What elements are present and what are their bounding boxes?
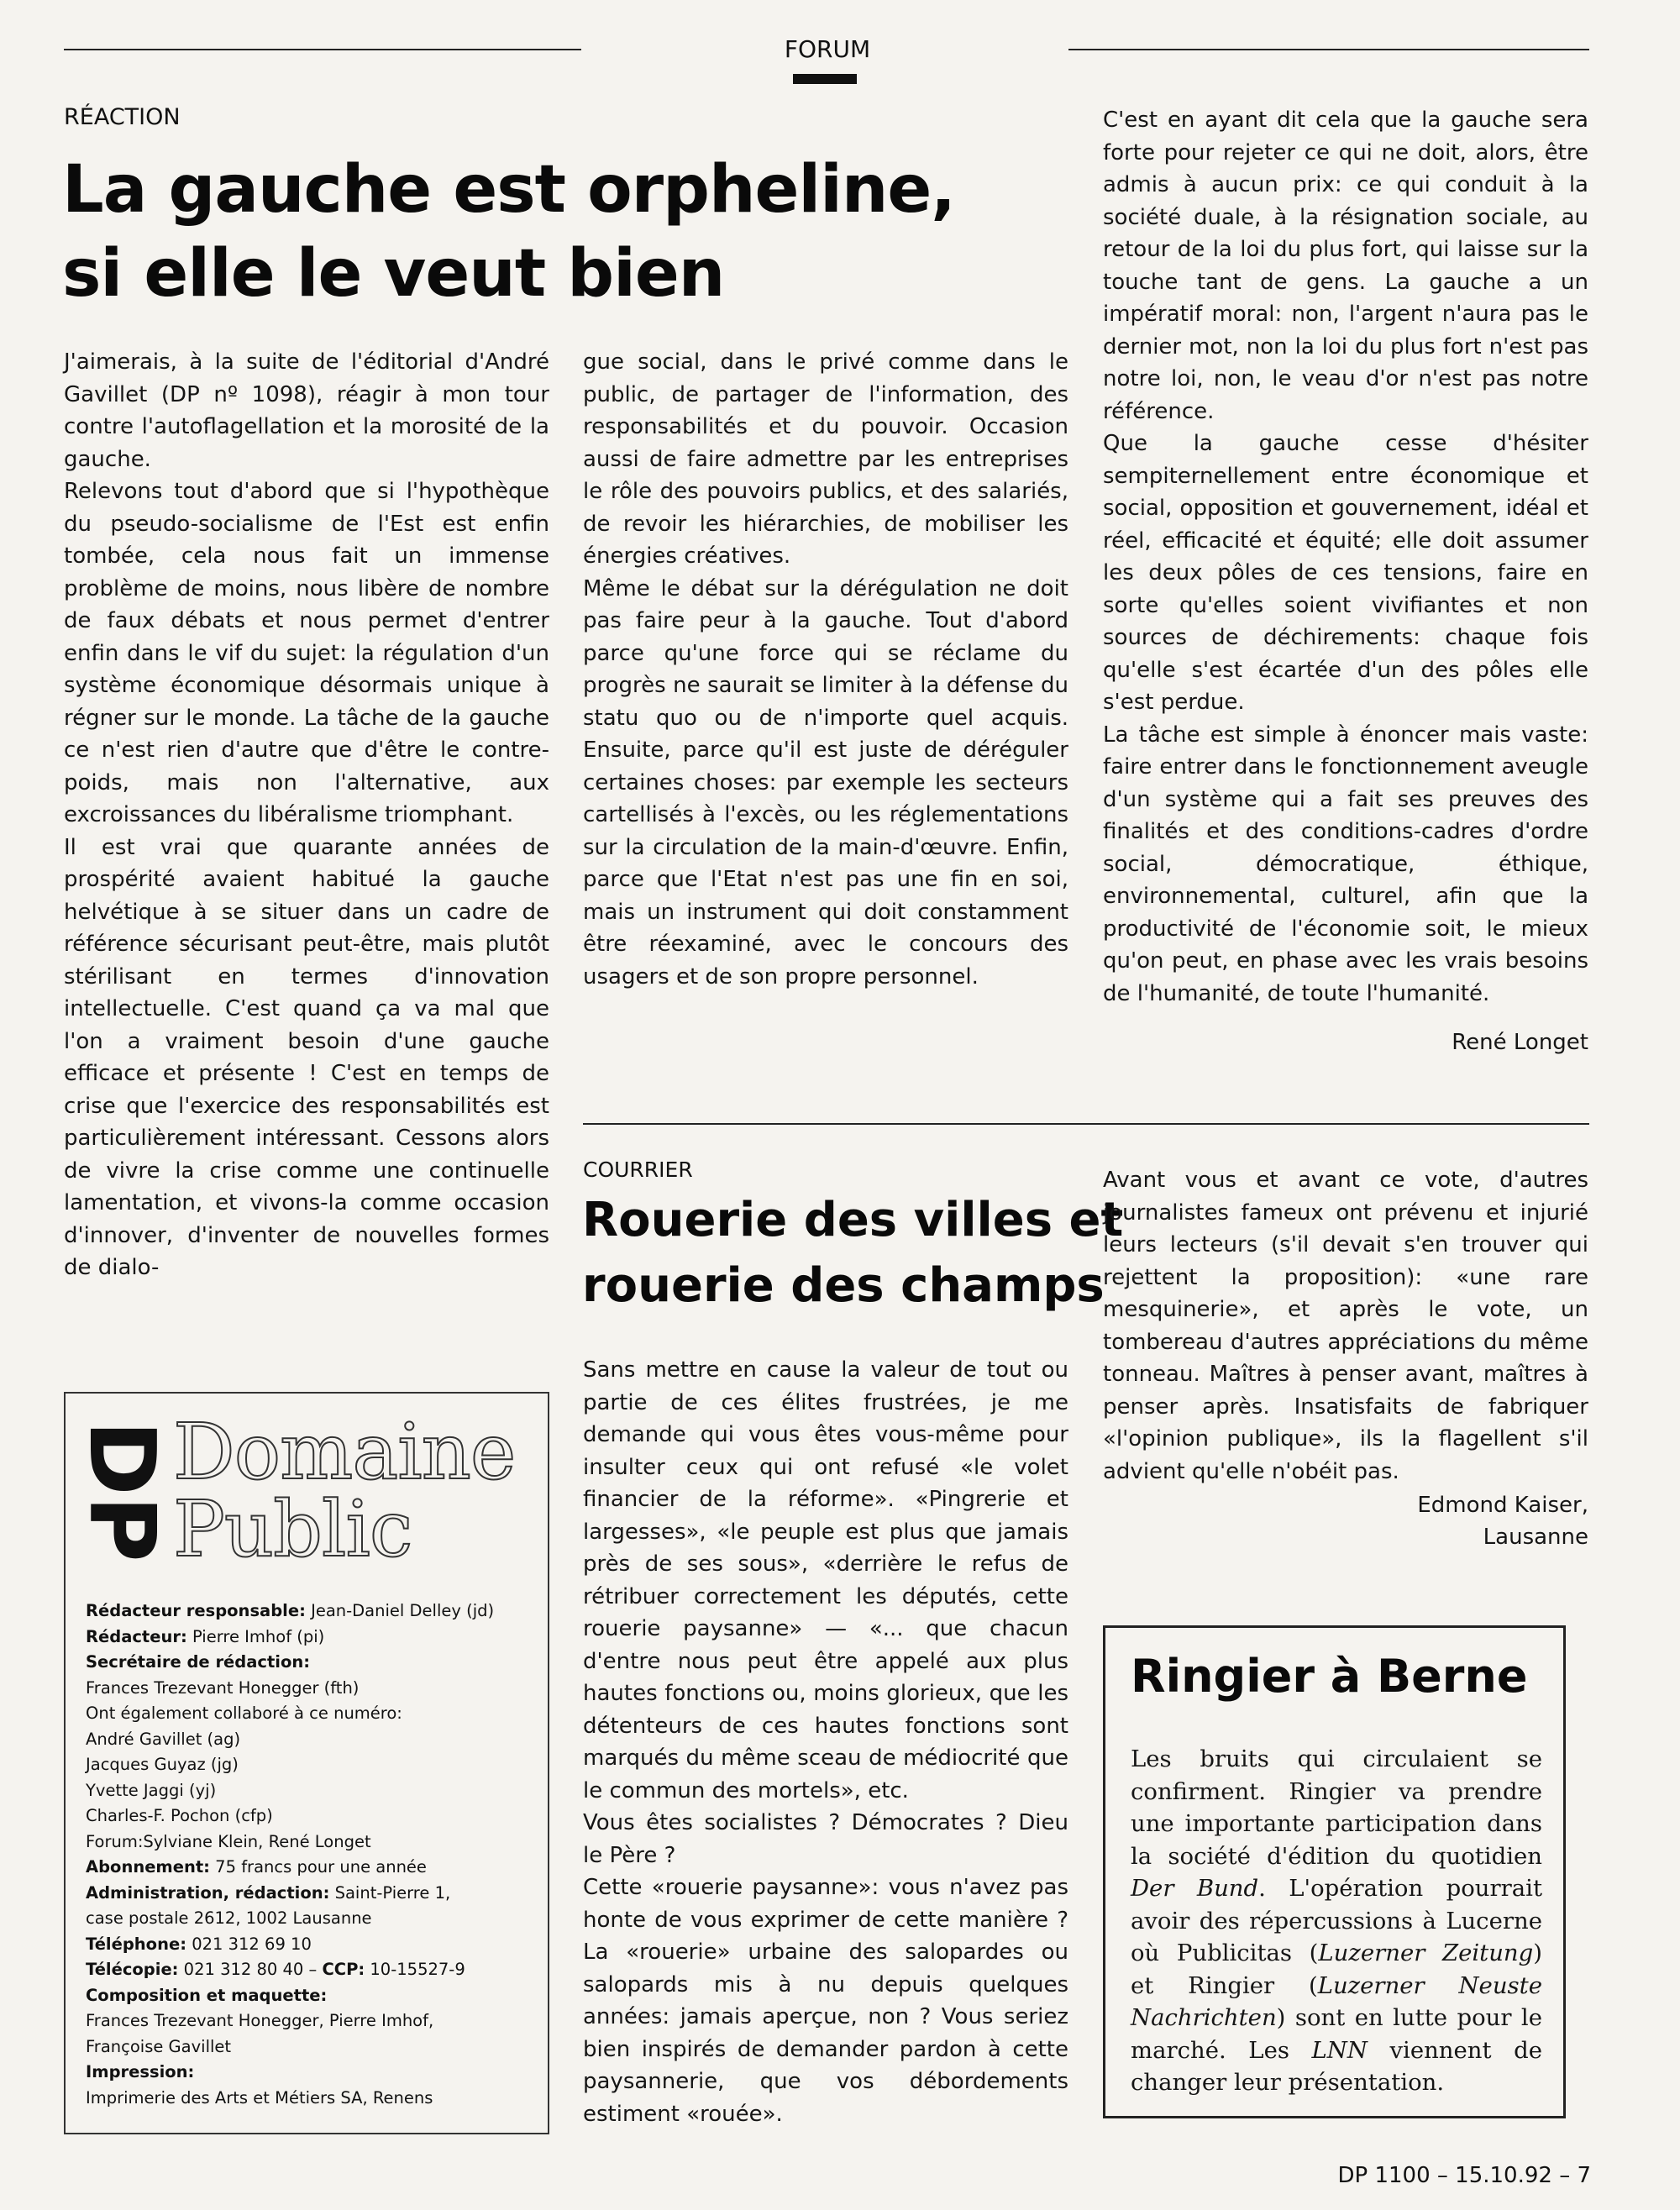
ringier-text-span: ) et Ringier ( (1131, 1940, 1542, 1999)
credit-value: Yvette Jaggi (yj) (86, 1780, 217, 1800)
ringier-text-span: Les bruits qui circulaient se confirment. Ringier va prendre une importante participation dans la société d'édition du quotidien (1131, 1745, 1542, 1870)
reaction-title (62, 148, 955, 316)
ringier-text (1131, 1743, 1542, 2099)
logo-domaine: Domaine (173, 1407, 516, 1497)
credit-value: Jean-Daniel Delley (jd) (305, 1601, 495, 1620)
paragraph: Que la gauche cesse d'hésiter sempiternellement entre économique et social, opposition et gouvernement, idéal et réel, efficacité et équité; elle doit assumer les deux pôles de ces tensions, faire en sorte qu'elles soient vivifiantes et non sources de déchirements: chaque fois qu'elle s'est écartée d'un des pôles elle s'est perdue. (1103, 431, 1588, 715)
credit-value: 021 312 80 40 – (178, 1960, 323, 1979)
credit-line (86, 1803, 539, 1829)
masthead-credits (86, 1598, 539, 2111)
credit-line (86, 1983, 539, 2009)
reaction-column-2 (583, 346, 1068, 993)
reaction-title-line2: si elle le veut bien (62, 236, 725, 312)
logo-public: Public (173, 1484, 412, 1574)
credit-value: 021 312 69 10 (186, 1934, 312, 1954)
section-header-bar (793, 74, 857, 84)
page-folio: DP 1100 – 15.10.92 – 7 (1337, 2163, 1591, 2188)
credit-label: Rédacteur: (86, 1626, 187, 1646)
credit-label: Rédacteur responsable: (86, 1601, 306, 1620)
reaction-label: RÉACTION (64, 104, 181, 130)
paragraph: Vous êtes socialistes ? Démocrates ? Dieu le Père ? (583, 1810, 1068, 1868)
credit-value: Françoise Gavillet (86, 2036, 232, 2056)
courrier-title-line1: Rouerie des villes et (582, 1193, 1124, 1247)
credit-label: Téléphone: (86, 1934, 186, 1954)
credit-line (86, 1650, 539, 1676)
paragraph: Même le débat sur la dérégulation ne doit pas faire peur à la gauche. Tout d'abord parce qu'une force qui se réclame du progrès ne saurait se limiter à la défense du statu quo ou de n'importe quel acquis. Ensuite, parce qu'il est juste de déréguler certaines choses: par exemple les secteurs cartellisés à l'excès, ou les réglementations sur la circulation de la main-d'œuvre. Enfin, parce que l'Etat n'est pas une fin en soi, mais un instrument qui doit constamment être réexaminé, avec le concours des usagers et de son propre personnel. (583, 575, 1068, 990)
credit-value: Frances Trezevant Honegger, Pierre Imhof, (86, 2011, 434, 2030)
credit-value: Charles-F. Pochon (cfp) (86, 1806, 273, 1825)
credit-label: CCP: (322, 1960, 365, 1979)
paragraph: Sans mettre en cause la valeur de tout ou partie de ces élites frustrées, je me demande qui vous êtes vous-même pour insulter ceux qui ont refusé «le volet financier de la réforme». «Pingrerie et largesses», «le peuple est plus que jamais près de ses sous», «derrière le refus de rétribuer correctement les députés, cette rouerie paysanne» — «... que chacun d'entre nous peut être appelé aux plus hautes fonctions ou, moins glorieux, que les détenteurs de ces hautes fonctions sont marqués du même sceau de médiocrité que le commun des mortels», etc. (583, 1357, 1068, 1803)
courrier-signature-city: Lausanne (1483, 1525, 1588, 1550)
ringier-text-italic: Luzerner Neuste Nachrichten (1131, 1971, 1542, 2031)
credit-value: case postale 2612, 1002 Lausanne (86, 1908, 372, 1928)
credit-value: Saint-Pierre 1, (329, 1882, 451, 1903)
courrier-signature-name: Edmond Kaiser, (1417, 1493, 1588, 1518)
dp-logo-initials: DP (69, 1420, 174, 1562)
credit-label: Administration, rédaction: (86, 1882, 330, 1903)
paragraph: C'est en ayant dit cela que la gauche sera forte pour rejeter ce qui ne doit, alors, être admis à aucun prix: ce qui conduit à la société duale, à la résignation sociale, au retour de la loi du plus fort, qui laisse sur la touche tant de gens. La gauche a un impératif moral: non, l'argent n'aura pas le dernier mot, non la loi du plus fort n'est pas notre loi, non, le veau d'or n'est pas notre référence. (1103, 108, 1588, 424)
paragraph: Relevons tout d'abord que si l'hypothèque du pseudo-socialisme de l'Est est enfin tombée, cela nous fait un immense problème de moins, nous libère de nombre de faux débats et nous permet d'entrer enfin dans le vif du sujet: la régulation d'un système économique désormais unique à régner sur le monde. La tâche de la gauche ce n'est rien d'autre que d'être le contre-poids, mais non l'alternative, aux excroissances du libéralisme triomphant. (64, 479, 549, 827)
credit-line (86, 1778, 539, 1804)
credit-line (86, 1625, 539, 1651)
courrier-label: COURRIER (583, 1157, 693, 1182)
credit-value: 75 francs pour une année (209, 1857, 427, 1877)
ringier-text-italic: Der Bund (1131, 1875, 1259, 1902)
section-header: FORUM (784, 35, 871, 63)
ringier-text-italic: Luzerner Zeitung (1318, 1940, 1534, 1966)
reaction-signature: René Longet (1452, 1030, 1588, 1055)
credit-line (86, 1701, 539, 1727)
ringier-box (1103, 1625, 1566, 2118)
credit-value: Forum:Sylviane Klein, René Longet (86, 1831, 371, 1851)
credit-line (86, 1727, 539, 1753)
credit-line (86, 1881, 539, 1907)
credit-value: Imprimerie des Arts et Métiers SA, Renens (86, 2087, 433, 2108)
credit-value: André Gavillet (ag) (86, 1729, 241, 1749)
paragraph: Il est vrai que quarante années de prospérité avaient habitué la gauche helvétique à se situer dans un cadre de référence sécurisant peut-être, mais plutôt stérilisant en termes d'innovation intellectuelle. C'est quand ça va mal que l'on a vraiment besoin d'une gauche efficace et présente ! C'est en temps de crise que l'exercice des responsabilités est particulièrement intéressant. Cessons alors de vivre la crise comme une continuelle lamentation, et vivons-la comme occasion d'innover, d'inventer de nouvelles formes de dialo- (64, 834, 549, 1280)
credit-value: Jacques Guyaz (jg) (86, 1755, 239, 1774)
courrier-title (582, 1188, 1123, 1319)
credit-value: Frances Trezevant Honegger (fth) (86, 1677, 360, 1698)
paragraph: Cette «rouerie paysanne»: vous n'avez pas honte de vous exprimer de cette manière ? La «rouerie» urbaine des salopardes ou salopards mis à nu depuis quelques années: jamais aperçue, non ? Vous seriez bien inspirés de demander pardon à cette paysannerie, que vos débordements estiment «rouée». (583, 1875, 1068, 2127)
credit-value: 10-15527-9 (365, 1960, 465, 1979)
credit-line (86, 2034, 539, 2060)
credit-value: Pierre Imhof (pi) (186, 1626, 325, 1646)
credit-label: Télécopie: (86, 1960, 179, 1979)
credit-label: Secrétaire de rédaction: (86, 1652, 311, 1672)
credit-line (86, 1829, 539, 1856)
courrier-column-2 (1103, 1164, 1588, 1553)
credit-label: Impression: (86, 2062, 195, 2081)
credit-line (86, 1598, 539, 1625)
ringier-text-span: . L'opération pourrait avoir des répercussions à Lucerne où Publicitas ( (1131, 1875, 1542, 1966)
ringier-title: Ringier à Berne (1131, 1650, 1528, 1703)
credit-line (86, 1676, 539, 1702)
credit-line (86, 2060, 539, 2086)
credit-line (86, 1855, 539, 1881)
reaction-column-1 (64, 346, 549, 1284)
credit-line (86, 1906, 539, 1932)
ringier-text-span: ) sont en lutte pour le marché. Les (1131, 2004, 1542, 2064)
paragraph: Avant vous et avant ce vote, d'autres journalistes fameux ont prévenu et injurié leurs lecteurs (s'il devait s'en trouver qui rejettent la proposition): «une rare mesquinerie», et après le vote, un tombereau d'autres appréciations du même tonneau. Maîtres à penser avant, maîtres à penser après. Insatisfaits de fabriquer «l'opinion publique», ils la flagellent s'il advient qu'elle n'obéit pas. (1103, 1168, 1588, 1484)
credit-value: Ont également collaboré à ce numéro: (86, 1703, 402, 1723)
ringier-text-italic: LNN (1311, 2036, 1368, 2064)
header-rule-left (64, 49, 581, 50)
paragraph: gue social, dans le privé comme dans le public, de partager de l'information, des responsabilités et du pouvoir. Occasion aussi de faire admettre par les entreprises le rôle des pouvoirs publics, et des salariés, de revoir les hiérarchies, de mobiliser les énergies créatives. (583, 349, 1068, 569)
credit-line (86, 1752, 539, 1778)
courrier-rule (583, 1123, 1589, 1125)
reaction-title-line1: La gauche est orpheline, (62, 152, 955, 228)
masthead-box (64, 1392, 549, 2134)
credit-label: Composition et maquette: (86, 1985, 328, 2005)
credit-line (86, 2086, 539, 2112)
credit-label: Abonnement: (86, 1857, 210, 1877)
courrier-title-line2: rouerie des champs (582, 1258, 1105, 1313)
courrier-column-1 (583, 1354, 1068, 2130)
credit-line (86, 1957, 539, 1983)
reaction-column-3 (1103, 104, 1588, 1058)
header-rule-right (1068, 49, 1589, 50)
paragraph: La tâche est simple à énoncer mais vaste: faire entrer dans le fonctionnement aveugle d'un système qui a fait ses preuves des finalités et des conditions-cadres d'ordre social, démocratique, éthique, environnemental, culturel, afin que la productivité de l'économie soit, le mieux qu'on peut, en phase avec les vrais besoins de l'humanité, de toute l'humanité. (1103, 722, 1588, 1006)
paragraph: J'aimerais, à la suite de l'éditorial d'André Gavillet (DP nº 1098), réagir à mon tour contre l'autoflagellation et la morosité de la gauche. (64, 349, 549, 472)
ringier-text-span: viennent de changer leur présentation. (1131, 2036, 1542, 2096)
credit-line (86, 1932, 539, 1958)
credit-line (86, 2008, 539, 2034)
